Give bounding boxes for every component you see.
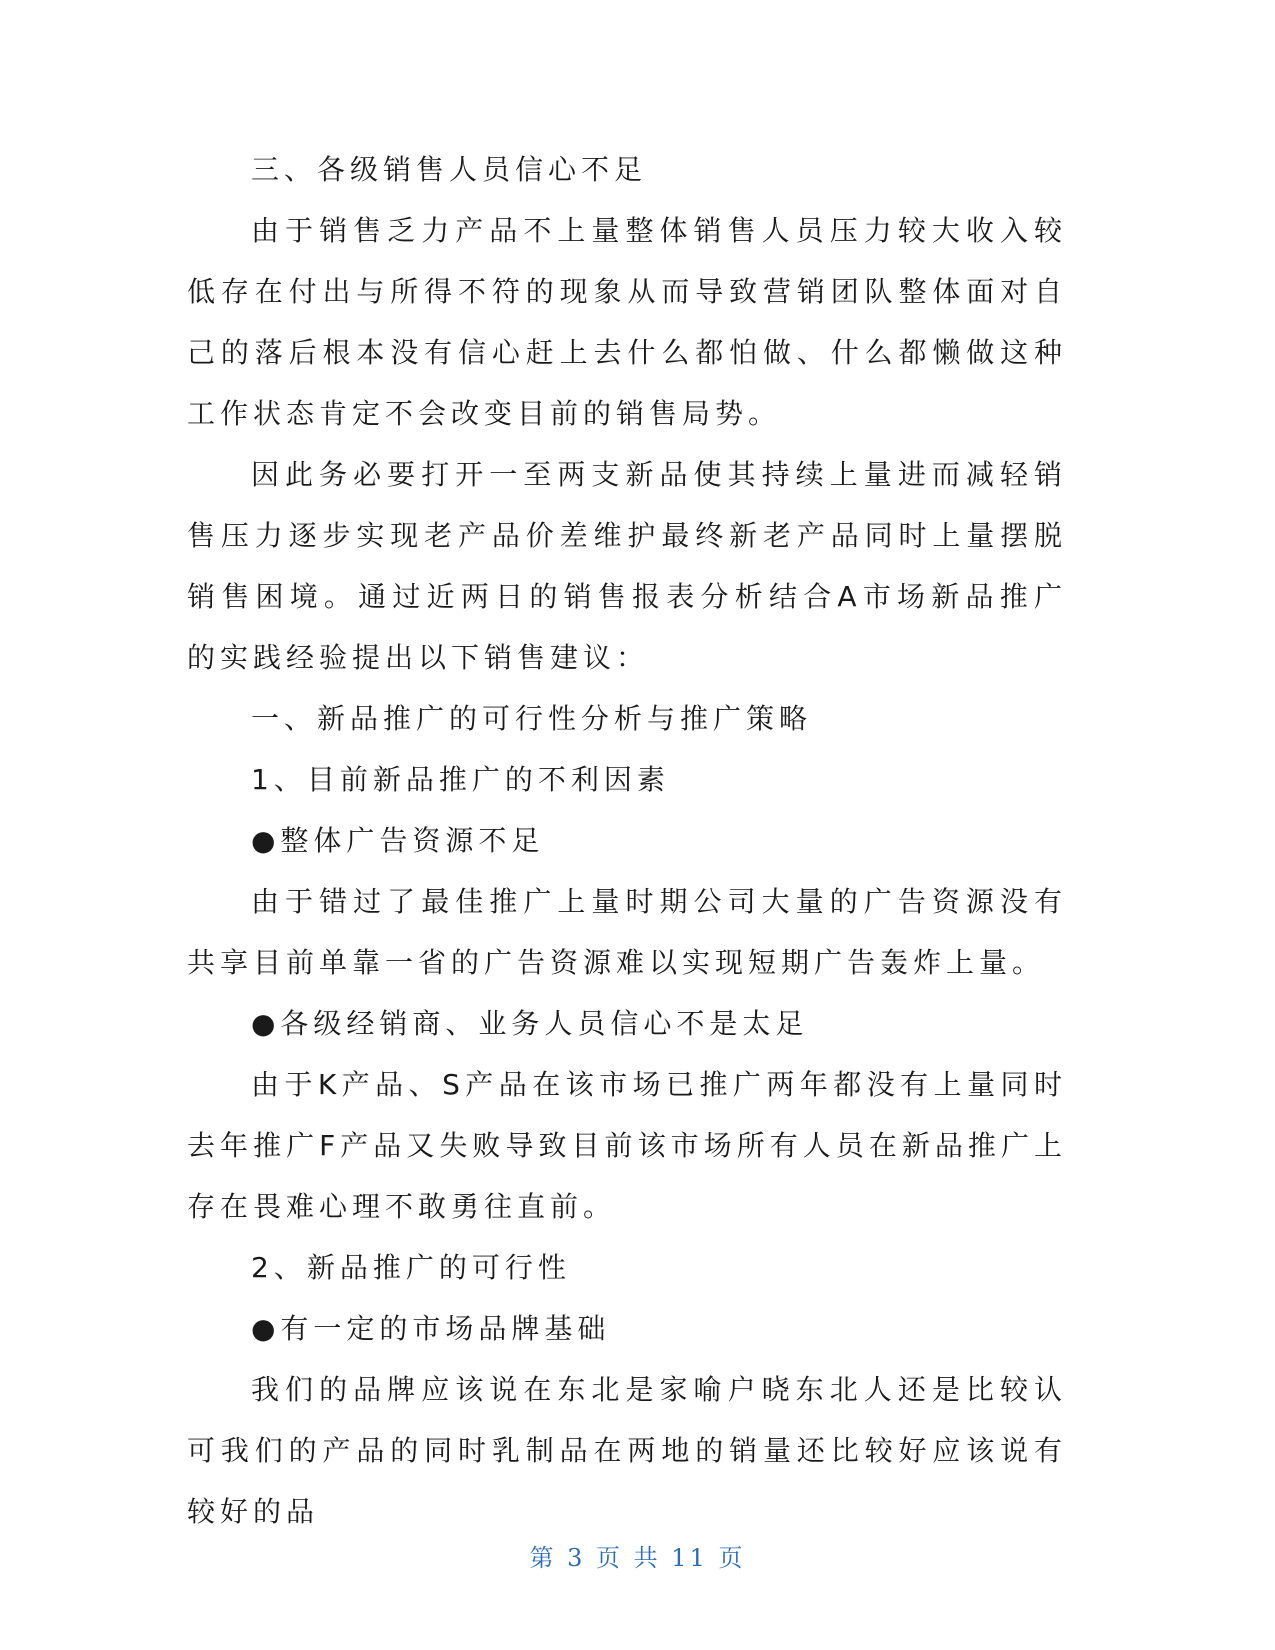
subsection-heading: 2、新品推广的可行性: [251, 1251, 571, 1284]
bullet-heading: ●各级经销商、业务人员信心不是太足: [251, 1007, 809, 1040]
section-heading-3: 三、各级销售人员信心不足: [251, 153, 648, 186]
page-number-footer: 第 3 页 共 11 页: [529, 1544, 746, 1572]
body-paragraph: 我们的品牌应该说在东北是家喻户晓东北人还是比较认可我们的产品的同时乳制品在两地的销量还比较好应该说有较好的品: [187, 1373, 1067, 1528]
subsection-heading: 1、目前新品推广的不利因素: [251, 763, 670, 796]
section-heading-1: 一、新品推广的可行性分析与推广策略: [251, 702, 813, 735]
document-body: [187, 139, 1067, 1542]
body-paragraph: 因此务必要打开一至两支新品使其持续上量进而减轻销售压力逐步实现老产品价差维护最终新老产品同时上量摆脱销售困境。通过近两日的销售报表分析结合A市场新品推广的实践经验提出以下销售建议：: [187, 458, 1067, 674]
body-paragraph: 由于K产品、S产品在该市场已推广两年都没有上量同时去年推广F产品又失败导致目前该市场所有人员在新品推广上存在畏难心理不敢勇往直前。: [187, 1068, 1067, 1223]
bullet-heading: ●有一定的市场品牌基础: [251, 1312, 611, 1345]
body-paragraph: 由于销售乏力产品不上量整体销售人员压力较大收入较低存在付出与所得不符的现象从而导致营销团队整体面对自己的落后根本没有信心赶上去什么都怕做、什么都懒做这种工作状态肯定不会改变目前的销售局势。: [187, 214, 1067, 430]
bullet-heading: ●整体广告资源不足: [251, 824, 545, 857]
body-paragraph: 由于错过了最佳推广上量时期公司大量的广告资源没有共享目前单靠一省的广告资源难以实现短期广告轰炸上量。: [187, 885, 1067, 979]
